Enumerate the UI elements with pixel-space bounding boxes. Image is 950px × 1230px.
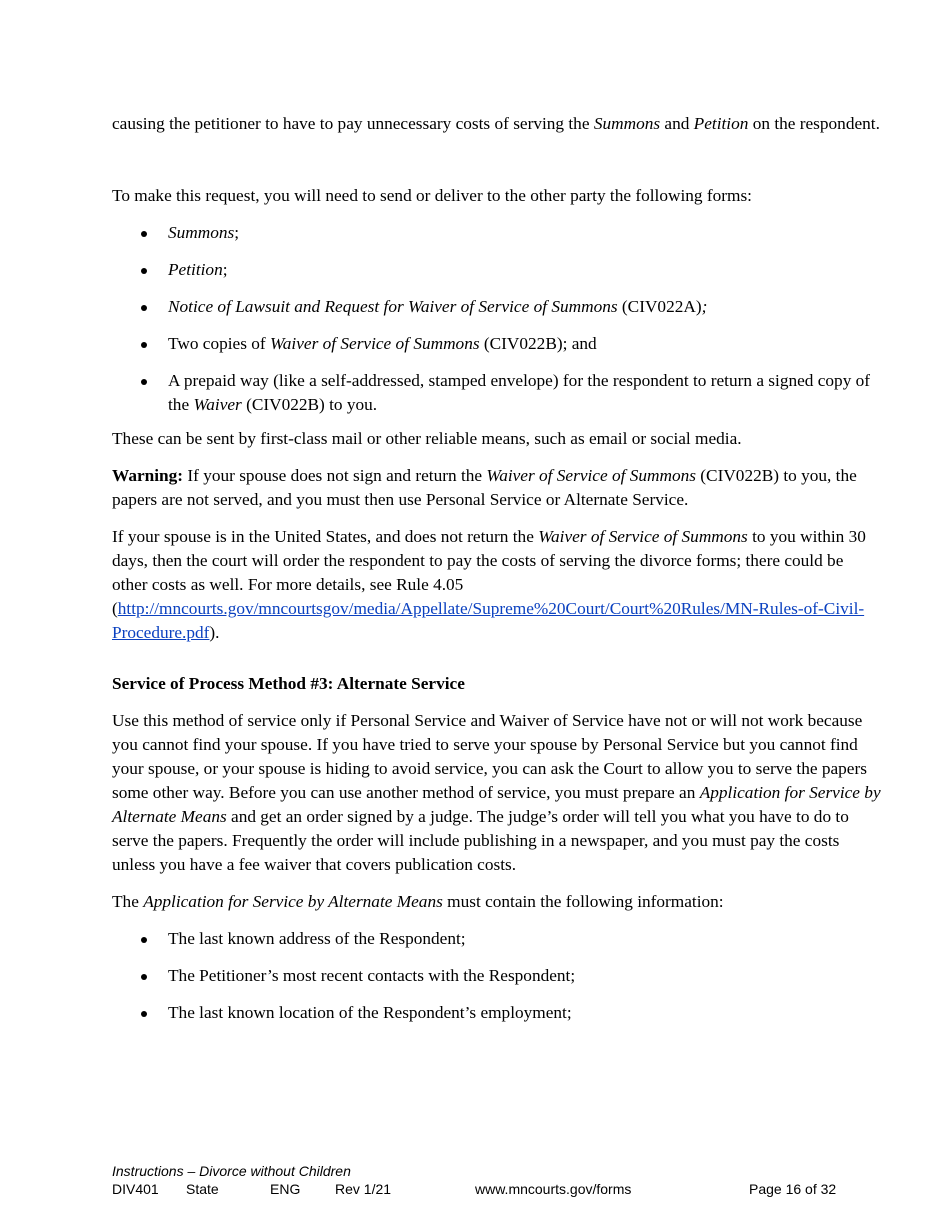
warning-label: Warning:: [112, 466, 184, 485]
bullet-icon: [141, 342, 147, 348]
rules-link[interactable]: http://mncourts.gov/mncourtsgov/media/Appellate/Supreme%20Court/Court%20Rules/MN-Rules-of-Civil-Procedure.pdf: [112, 599, 865, 642]
list-item: Notice of Lawsuit and Request for Waiver of Service of Summons (CIV022A);: [112, 295, 882, 319]
footer-form-number: DIV401: [112, 1181, 159, 1197]
document-body: [112, 112, 882, 1038]
bullet-icon: [141, 379, 147, 385]
bullet-icon: [141, 1011, 147, 1017]
list-item: The Petitioner’s most recent contacts with the Respondent;: [112, 964, 882, 988]
alternate-service-paragraph: Use this method of service only if Personal Service and Waiver of Service have not or will not work because you cannot find your spouse. If you have tried to serve your spouse by Personal Service but you cannot find your spouse, or your spouse is hiding to avoid service, you can ask the Court to allow you to serve the papers some other way. Before you can use another method of service, you must prepare an Application for Service by Alternate Means and get an order signed by a judge. The judge’s order will tell you what you have to do to serve the papers. Frequently the order will include publishing in a newspaper, and you must pay the costs unless you have a fee waiver that covers publication costs.: [112, 711, 881, 874]
sent-note: These can be sent by first-class mail or other reliable means, such as email or social media.: [112, 429, 742, 448]
request-lead: To make this request, you will need to send or deliver to the other party the following forms:: [112, 186, 752, 205]
list-item: Summons;: [112, 221, 882, 245]
bullet-icon: [141, 305, 147, 311]
list-item: Petition;: [112, 258, 882, 282]
footer-url: www.mncourts.gov/forms: [475, 1181, 632, 1197]
footer-language: ENG: [270, 1181, 301, 1197]
bullet-icon: [141, 974, 147, 980]
list-item: The last known location of the Respondent’s employment;: [112, 1001, 882, 1025]
application-paragraph: The Application for Service by Alternate Means must contain the following information:: [112, 892, 724, 911]
forms-list: [112, 221, 882, 417]
section-heading: Service of Process Method #3: Alternate Service: [112, 674, 465, 693]
list-item: Two copies of Waiver of Service of Summons (CIV022B); and: [112, 332, 882, 356]
bullet-icon: [141, 231, 147, 237]
warning-paragraph: Warning: If your spouse does not sign and return the Waiver of Service of Summons (CIV022B) to you, the papers are not served, and you must then use Personal Service or Alternate Service.: [112, 466, 857, 509]
intro-paragraph: causing the petitioner to have to pay unnecessary costs of serving the Summons and Petition on the respondent.: [112, 114, 880, 133]
list-item: The last known address of the Respondent;: [112, 927, 882, 951]
us-paragraph: If your spouse is in the United States, and does not return the Waiver of Service of Summons to you within 30 days, then the court will order the respondent to pay the costs of serving the divorce forms; there could be other costs as well. For more details, see Rule 4.05 (http://mncourts.gov/mncourtsgov/media/Appellate/Supreme%20Court/Court%20Rules/MN-Rules-of-Civil-Procedure.pdf).: [112, 527, 866, 642]
page-footer: [112, 1162, 852, 1198]
bullet-icon: [141, 268, 147, 274]
footer-title: Instructions – Divorce without Children: [112, 1163, 351, 1179]
bullet-icon: [141, 937, 147, 943]
footer-jurisdiction: State: [186, 1181, 219, 1197]
application-info-list: [112, 927, 882, 1025]
footer-page-number: Page 16 of 32: [749, 1181, 837, 1197]
list-item: A prepaid way (like a self-addressed, stamped envelope) for the respondent to return a signed copy of the Waiver (CIV022B) to you.: [112, 369, 882, 417]
footer-revision: Rev 1/21: [335, 1181, 392, 1197]
